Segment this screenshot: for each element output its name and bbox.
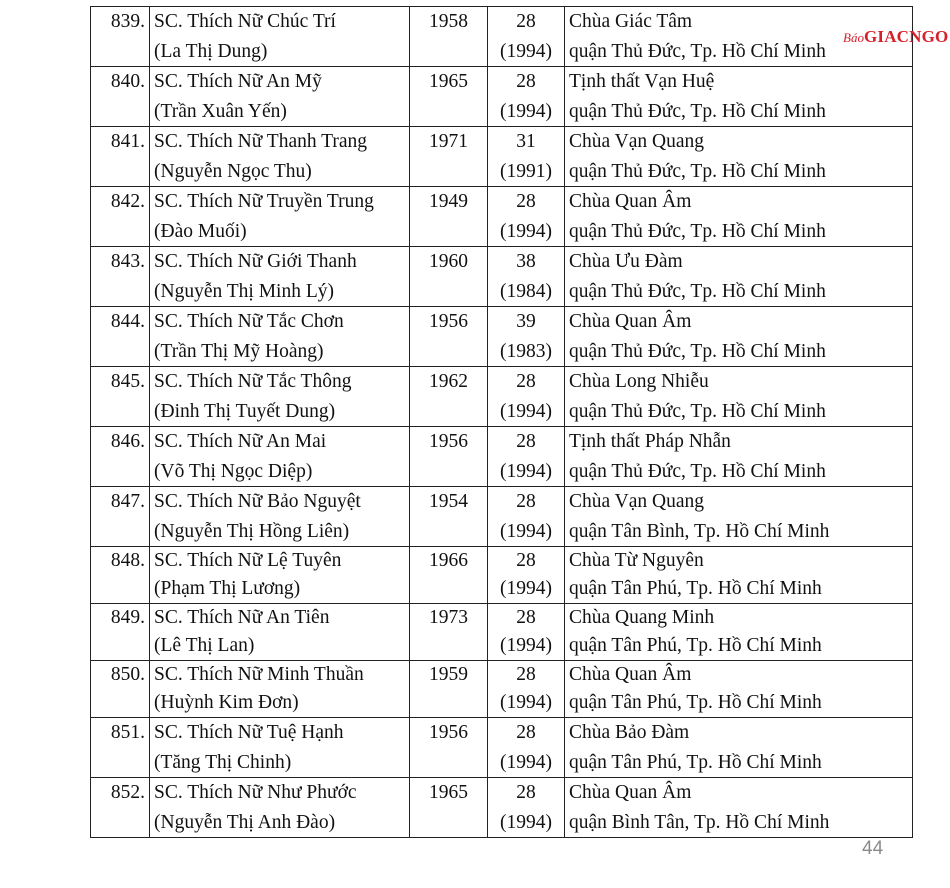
temple-name: Chùa Vạn Quang	[569, 491, 705, 512]
dharma-name: SC. Thích Nữ An Mai	[154, 431, 327, 452]
entry-number: 840.	[110, 71, 145, 92]
birth-year-cell	[410, 547, 488, 604]
entry-number-cell	[91, 547, 150, 604]
entry-number: 846.	[110, 431, 145, 452]
birth-year: 1958	[429, 11, 468, 32]
name-cell	[150, 307, 410, 367]
ordination-year: (1994)	[500, 635, 552, 656]
temple-name: Chùa Quan Âm	[569, 311, 692, 332]
address-cell	[565, 187, 913, 247]
birth-year-cell	[410, 778, 488, 838]
ordination-age: 28	[516, 782, 536, 803]
temple-name: Chùa Quan Âm	[569, 782, 692, 803]
ordination-year: (1994)	[500, 520, 552, 542]
address-cell	[565, 367, 913, 427]
ordination-year: (1984)	[500, 280, 552, 302]
birth-year: 1956	[429, 431, 468, 452]
entry-number-cell	[91, 604, 150, 661]
entry-number: 848.	[110, 550, 145, 571]
address-cell	[565, 307, 913, 367]
ordination-cell	[488, 718, 565, 778]
birth-year: 1962	[429, 371, 468, 392]
ordination-age: 28	[516, 71, 536, 92]
dharma-name: SC. Thích Nữ Thanh Trang	[154, 131, 367, 152]
birth-year: 1960	[429, 251, 468, 272]
birth-year: 1971	[429, 131, 468, 152]
ordination-year: (1994)	[500, 811, 552, 833]
ordination-year: (1994)	[500, 692, 552, 713]
entry-number: 852.	[110, 782, 145, 803]
lay-name: (Lê Thị Lan)	[154, 635, 255, 656]
address-cell	[565, 127, 913, 187]
table-row	[91, 604, 913, 661]
birth-year-cell	[410, 67, 488, 127]
ordination-cell	[488, 487, 565, 547]
ordination-year: (1994)	[500, 220, 552, 242]
temple-name: Chùa Giác Tâm	[569, 11, 693, 32]
address-cell	[565, 427, 913, 487]
name-cell	[150, 718, 410, 778]
temple-name: Chùa Quan Âm	[569, 664, 692, 685]
lay-name: (Nguyễn Thị Minh Lý)	[154, 280, 334, 302]
address-cell	[565, 661, 913, 718]
ordination-age: 28	[516, 607, 536, 628]
entry-number-cell	[91, 778, 150, 838]
dharma-name: SC. Thích Nữ An Tiên	[154, 607, 330, 628]
entry-number-cell	[91, 367, 150, 427]
temple-name: Chùa Quan Âm	[569, 191, 692, 212]
giac-ngo-logo	[843, 27, 948, 47]
entry-number-cell	[91, 661, 150, 718]
entry-number-cell	[91, 187, 150, 247]
entry-number: 844.	[110, 311, 145, 332]
birth-year-cell	[410, 247, 488, 307]
dharma-name: SC. Thích Nữ Như Phước	[154, 782, 357, 803]
address-cell	[565, 487, 913, 547]
temple-name: Chùa Ưu Đàm	[569, 251, 683, 272]
entry-number-cell	[91, 67, 150, 127]
entry-number-cell	[91, 247, 150, 307]
entry-number-cell	[91, 7, 150, 67]
name-cell	[150, 247, 410, 307]
lay-name: (Võ Thị Ngọc Diệp)	[154, 460, 313, 482]
birth-year: 1956	[429, 311, 468, 332]
page-number: 44	[862, 838, 884, 859]
district: quận Thủ Đức, Tp. Hồ Chí Minh	[569, 460, 826, 482]
dharma-name: SC. Thích Nữ Lệ Tuyên	[154, 550, 342, 571]
lay-name: (Phạm Thị Lương)	[154, 578, 301, 599]
ordination-year: (1983)	[500, 340, 552, 362]
name-cell	[150, 7, 410, 67]
name-cell	[150, 127, 410, 187]
name-cell	[150, 487, 410, 547]
ordination-cell	[488, 307, 565, 367]
table-row	[91, 7, 913, 67]
ordination-cell	[488, 778, 565, 838]
table-row	[91, 427, 913, 487]
district: quận Thủ Đức, Tp. Hồ Chí Minh	[569, 100, 826, 122]
dharma-name: SC. Thích Nữ Chúc Trí	[154, 11, 336, 32]
ordination-cell	[488, 427, 565, 487]
district: quận Thủ Đức, Tp. Hồ Chí Minh	[569, 160, 826, 182]
birth-year-cell	[410, 307, 488, 367]
birth-year: 1959	[429, 664, 468, 685]
entry-number: 841.	[110, 131, 145, 152]
birth-year-cell	[410, 187, 488, 247]
name-cell	[150, 547, 410, 604]
name-cell	[150, 367, 410, 427]
address-cell	[565, 778, 913, 838]
table-row	[91, 67, 913, 127]
entry-number: 849.	[110, 607, 145, 628]
temple-name: Chùa Từ Nguyên	[569, 550, 704, 571]
ordination-cell	[488, 661, 565, 718]
name-cell	[150, 67, 410, 127]
address-cell	[565, 67, 913, 127]
ordination-cell	[488, 367, 565, 427]
lay-name: (La Thị Dung)	[154, 40, 268, 62]
entry-number: 851.	[110, 722, 145, 743]
ordination-year: (1994)	[500, 460, 552, 482]
table-row	[91, 367, 913, 427]
name-cell	[150, 187, 410, 247]
birth-year-cell	[410, 604, 488, 661]
ordination-age: 31	[516, 131, 536, 152]
ordination-age: 38	[516, 251, 536, 272]
dharma-name: SC. Thích Nữ Truyền Trung	[154, 191, 374, 212]
birth-year: 1954	[429, 491, 468, 512]
ordination-age: 39	[516, 311, 536, 332]
ordination-year: (1994)	[500, 400, 552, 422]
address-cell	[565, 547, 913, 604]
district: quận Thủ Đức, Tp. Hồ Chí Minh	[569, 400, 826, 422]
lay-name: (Huỳnh Kim Đơn)	[154, 692, 299, 713]
ordination-age: 28	[516, 191, 536, 212]
temple-name: Chùa Long Nhiễu	[569, 371, 709, 392]
entry-number: 845.	[110, 371, 145, 392]
district: quận Thủ Đức, Tp. Hồ Chí Minh	[569, 280, 826, 302]
ordination-age: 28	[516, 431, 536, 452]
dharma-name: SC. Thích Nữ Tắc Thông	[154, 371, 352, 392]
ordination-age: 28	[516, 371, 536, 392]
district: quận Thủ Đức, Tp. Hồ Chí Minh	[569, 340, 826, 362]
district: quận Tân Phú, Tp. Hồ Chí Minh	[569, 692, 822, 713]
logo-name: GIACNGO	[863, 27, 949, 46]
birth-year-cell	[410, 427, 488, 487]
lay-name: (Trần Thị Mỹ Hoàng)	[154, 340, 324, 362]
ordination-age: 28	[516, 664, 536, 685]
ordination-cell	[488, 7, 565, 67]
table-row	[91, 307, 913, 367]
table-row	[91, 487, 913, 547]
entry-number: 839.	[110, 11, 145, 32]
address-cell	[565, 247, 913, 307]
address-cell	[565, 718, 913, 778]
birth-year: 1965	[429, 782, 468, 803]
lay-name: (Tăng Thị Chinh)	[154, 751, 292, 773]
dharma-name: SC. Thích Nữ Giới Thanh	[154, 251, 357, 272]
temple-name: Chùa Quang Minh	[569, 607, 715, 628]
ordination-cell	[488, 127, 565, 187]
dharma-name: SC. Thích Nữ Tắc Chơn	[154, 311, 344, 332]
entry-number: 842.	[110, 191, 145, 212]
birth-year-cell	[410, 487, 488, 547]
birth-year-cell	[410, 7, 488, 67]
dharma-name: SC. Thích Nữ Minh Thuần	[154, 664, 364, 685]
table-row	[91, 778, 913, 838]
lay-name: (Trần Xuân Yến)	[154, 100, 287, 122]
ordination-year: (1994)	[500, 100, 552, 122]
name-cell	[150, 778, 410, 838]
birth-year: 1965	[429, 71, 468, 92]
ordination-year: (1994)	[500, 751, 552, 773]
entry-number-cell	[91, 127, 150, 187]
entry-number-cell	[91, 487, 150, 547]
birth-year: 1966	[429, 550, 468, 571]
ordination-age: 28	[516, 722, 536, 743]
ordination-age: 28	[516, 550, 536, 571]
birth-year: 1949	[429, 191, 468, 212]
table-row	[91, 187, 913, 247]
ordination-cell	[488, 547, 565, 604]
district: quận Thủ Đức, Tp. Hồ Chí Minh	[569, 220, 826, 242]
birth-year-cell	[410, 127, 488, 187]
ordination-cell	[488, 247, 565, 307]
birth-year-cell	[410, 718, 488, 778]
table-row	[91, 661, 913, 718]
lay-name: (Nguyễn Ngọc Thu)	[154, 160, 312, 182]
name-cell	[150, 604, 410, 661]
table-row	[91, 127, 913, 187]
entry-number: 850.	[110, 664, 145, 685]
lay-name: (Đinh Thị Tuyết Dung)	[154, 400, 336, 422]
dharma-name: SC. Thích Nữ Tuệ Hạnh	[154, 722, 344, 743]
roster-body	[91, 7, 913, 838]
entry-number: 847.	[110, 491, 145, 512]
table-row	[91, 718, 913, 778]
ordination-age: 28	[516, 491, 536, 512]
temple-name: Tịnh thất Pháp Nhẫn	[569, 431, 731, 452]
temple-name: Tịnh thất Vạn Huệ	[569, 71, 715, 92]
temple-name: Chùa Vạn Quang	[569, 131, 705, 152]
ordination-cell	[488, 67, 565, 127]
birth-year: 1973	[429, 607, 468, 628]
temple-name: Chùa Bảo Đàm	[569, 722, 690, 743]
district: quận Tân Phú, Tp. Hồ Chí Minh	[569, 751, 822, 773]
entry-number-cell	[91, 307, 150, 367]
birth-year: 1956	[429, 722, 468, 743]
name-cell	[150, 661, 410, 718]
district: quận Tân Phú, Tp. Hồ Chí Minh	[569, 578, 822, 599]
name-cell	[150, 427, 410, 487]
table-row	[91, 247, 913, 307]
lay-name: (Nguyễn Thị Hồng Liên)	[154, 520, 350, 542]
district: quận Bình Tân, Tp. Hồ Chí Minh	[569, 811, 830, 833]
ordination-age: 28	[516, 11, 536, 32]
ordination-cell	[488, 187, 565, 247]
district: quận Tân Phú, Tp. Hồ Chí Minh	[569, 635, 822, 656]
dharma-name: SC. Thích Nữ An Mỹ	[154, 71, 322, 92]
entry-number-cell	[91, 427, 150, 487]
dharma-name: SC. Thích Nữ Bảo Nguyệt	[154, 491, 361, 512]
table-row	[91, 547, 913, 604]
nun-roster-table	[90, 6, 913, 838]
district: quận Tân Bình, Tp. Hồ Chí Minh	[569, 520, 830, 542]
entry-number-cell	[91, 718, 150, 778]
birth-year-cell	[410, 367, 488, 427]
district: quận Thủ Đức, Tp. Hồ Chí Minh	[569, 40, 826, 62]
ordination-year: (1991)	[500, 160, 552, 182]
entry-number: 843.	[110, 251, 145, 272]
address-cell	[565, 604, 913, 661]
ordination-year: (1994)	[500, 40, 552, 62]
lay-name: (Nguyễn Thị Anh Đào)	[154, 811, 336, 833]
lay-name: (Đào Muối)	[154, 220, 247, 242]
ordination-year: (1994)	[500, 578, 552, 599]
birth-year-cell	[410, 661, 488, 718]
logo-prefix: Báo	[843, 30, 864, 45]
ordination-cell	[488, 604, 565, 661]
